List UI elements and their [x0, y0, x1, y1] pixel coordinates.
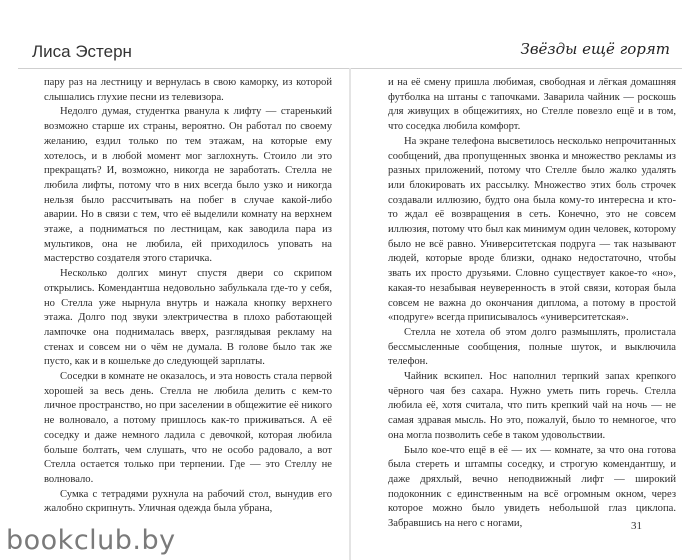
paragraph: Стелла не хотела об этом долго размышлять, пролистала бессмысленные сообщения, полные шуток, и выключила телефон.	[388, 326, 676, 368]
paragraph: Недолго думая, студентка рванула к лифту — старенький возможно старше их страны, вероятно. Он работал по своему желанию, ездил только по тем этажам, на которые ему хотелось, и в любой момент мог заглохнуть. Стоило ли это прекращать? И, возможно, никогда не заработать. Стелла не любила лифты, потому что в них всегда было узко и никогда нельзя было рассчитывать на побег в случае какой-либо аварии. Но в связи с тем, что её выделили комнату на верхнем этаже, а подниматься по лестницам, как заводила пара из мультиков, она не любила, ей приходилось уповать на мастерство создателя этого старичка.	[44, 106, 332, 265]
page-gutter	[349, 68, 351, 560]
paragraph: и на её смену пришла любимая, свободная и лёгкая домашняя футболка на штаны с тапочками. Заварила чайник — роскошь для живущих в общежитиях, но Стелле повезло ещё и в том, что соседка любила комфорт.	[388, 77, 676, 133]
watermark: bookclub.by	[0, 522, 296, 560]
right-page-text	[388, 76, 676, 532]
paragraph: Соседки в комнате не оказалось, и эта новость стала первой хорошей за весь день. Стелла не любила делить с кем-то личное пространство, но при заселении в общежитие её никого не волновало, а потому пришлось как-то приживаться. А её соседку и даже немного ладила с девочкой, которая любила больше болтать, чем слушать, что не особо радовало, а вот Стелла остается только при терпении. Где — это Стеллу не волновало.	[44, 371, 332, 485]
paragraph: На экране телефона высветилось несколько непрочитанных сообщений, два пропущенных звонка и множество рекламы из разных приложений, потому что Стелле было жалко удалять или блокировать их рассылку. Множество этих боль строчек создавали иллюзию, будто она была кому-то интересна и кто-то ждал её возвращения в сеть. Конечно, это не совсем иллюзия, потому что был как минимум один человек, которому было не всё равно. Университетская подруга — так называют людей, которые вроде близки, однако недостаточно, чтобы звать их просто друзьями. Словно существует какое-то «но», какая-то незабывая неуверенность в этой связи, которая была совсем не важна до окончания диплома, а потому в простой «подруге» всегда приписывалось «университетская».	[388, 135, 676, 324]
left-page-text	[44, 76, 332, 517]
paragraph: Чайник вскипел. Нос наполнил терпкий запах крепкого чёрного чая без сахара. Нужно уметь пить горечь. Стелла любила её, хотя считала, что пить крепкий чай на ночь — не самая здравая мысль. Но это, пожалуй, было то немногое, что она могла позволить себе в таком удовольствии.	[388, 371, 676, 441]
paragraph: Было кое-что ещё в её — их — комнате, за что она готова была стереть и штампы соседку, и строгую комендантшу, и даже дряхлый, вечно неподвижный лифт — широкий подоконник с единственным на всё огромным окном, через которое можно было увидеть небольшой глаз циклопа. Забравшись на него с ногами,	[388, 444, 676, 530]
page-number: 31	[631, 520, 642, 532]
book-title-header: Звёзды ещё горят	[520, 40, 670, 58]
paragraph: пару раз на лестницу и вернулась в свою каморку, из которой слышались глухие песни из телевизора.	[44, 77, 332, 103]
paragraph: Несколько долгих минут спустя двери со скрипом открылись. Комендантша недовольно забулькала где-то у себя, но Стелла уже нырнула внутрь и нажала кнопку верхнего этажа. Долго под звуки электричества в плохо работающей лампочке она поднималась вверх, разглядывая рекламу на стенах и совсем ни о чём не думала. В голове было так же пусто, как и в кошельке до следующей зарплаты.	[44, 268, 332, 368]
author-header: Лиса Эстерн	[32, 42, 132, 61]
paragraph: Сумка с тетрадями рухнула на рабочий стол, вынудив его жалобно скрипнуть. Уличная одежда была убрана,	[44, 488, 332, 515]
